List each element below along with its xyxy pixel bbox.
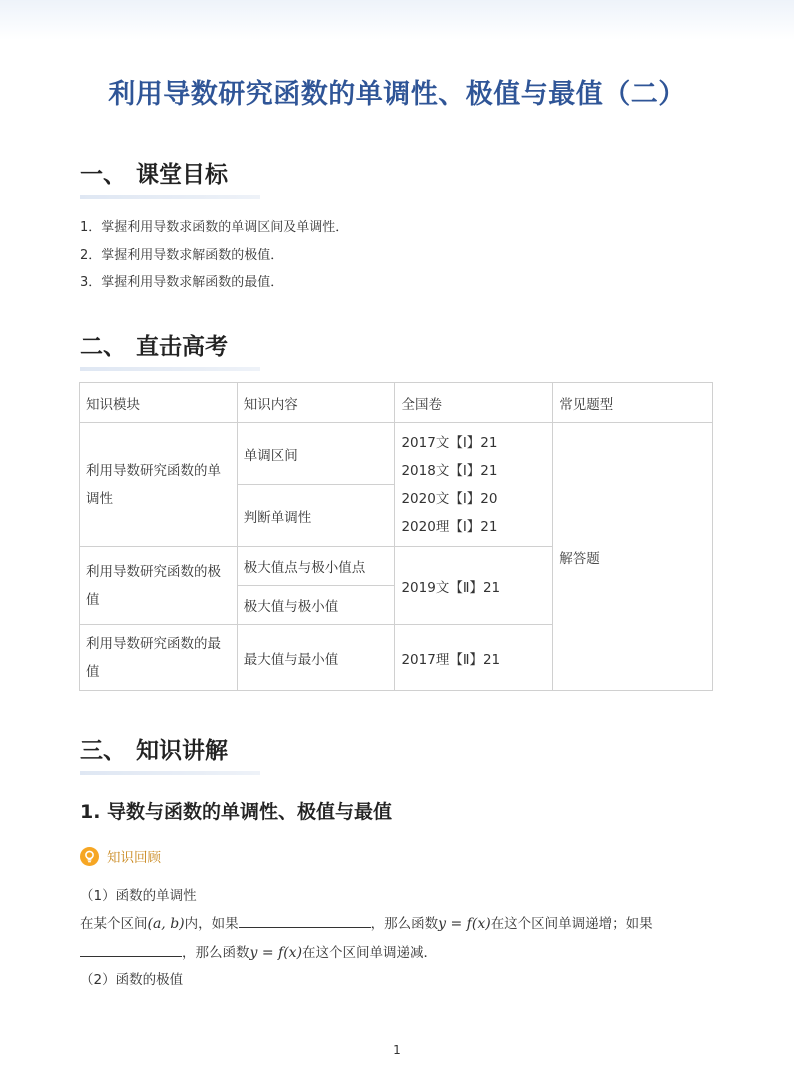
section-underline: [80, 367, 260, 371]
header-band: [0, 0, 794, 40]
page-number: 1: [393, 1043, 401, 1057]
fill-blank: [80, 942, 182, 957]
paragraph: （2）函数的极值: [80, 972, 184, 988]
section-number: 三、: [80, 738, 126, 764]
content-cell: 极大值点与极小值点: [237, 547, 395, 586]
lightbulb-icon: [80, 847, 99, 866]
content-cell: 判断单调性: [237, 485, 395, 547]
text-span: 内，如果: [184, 916, 239, 932]
section-heading-goals: [80, 156, 228, 189]
exam-cell: [395, 625, 553, 691]
exam-entry: 2017文【Ⅰ】21: [401, 434, 498, 451]
recall-label: 知识回顾: [107, 850, 161, 866]
math-function: y = f(x): [249, 945, 303, 961]
section-underline: [80, 195, 260, 199]
section-heading-knowledge: [80, 732, 228, 765]
exam-cell: [395, 423, 553, 547]
table-header-cell: 全国卷: [395, 383, 553, 423]
content-cell: 单调区间: [237, 423, 395, 485]
content-cell: 最大值与最小值: [237, 625, 395, 691]
text-span: 在这个区间单调递减．: [302, 945, 438, 961]
exam-entry: 2020文【Ⅰ】20: [401, 490, 498, 507]
goal-item: 2．掌握利用导数求解函数的极值．: [80, 247, 284, 263]
exam-table: [79, 382, 713, 691]
exam-entry: 2020理【Ⅰ】21: [401, 518, 498, 535]
text-span: 在这个区间单调递增；如果: [490, 916, 653, 932]
table-header-cell: 知识模块: [80, 383, 238, 423]
goal-list: [80, 214, 348, 297]
subsection-title: 1. 导数与函数的单调性、极值与最值: [80, 801, 393, 823]
paragraph: [80, 941, 437, 961]
document-title: 利用导数研究函数的单调性、极值与最值（二）: [108, 79, 686, 110]
text-span: ，那么函数: [182, 945, 250, 961]
module-cell: 利用导数研究函数的最值: [80, 625, 238, 691]
fill-blank: [239, 913, 371, 928]
goal-item: 3．掌握利用导数求解函数的最值．: [80, 275, 284, 290]
section-underline: [80, 771, 260, 775]
table-header-cell: 知识内容: [237, 383, 395, 423]
text-span: 在某个区间: [80, 916, 148, 932]
math-function: y = f(x): [438, 916, 491, 932]
module-cell: 利用导数研究函数的极值: [80, 547, 238, 625]
text-span: ，那么函数: [370, 916, 439, 932]
exam-cell: [395, 547, 553, 625]
exam-entry: 2019文【Ⅱ】21: [401, 579, 501, 596]
paragraph: [80, 912, 653, 932]
exam-entry: 2018文【Ⅰ】21: [401, 462, 498, 479]
section-number: 二、: [80, 334, 126, 360]
section-title: 课堂目标: [136, 162, 228, 188]
module-cell: 利用导数研究函数的单调性: [80, 423, 238, 547]
section-title: 知识讲解: [136, 738, 228, 764]
table-header-row: [80, 383, 713, 423]
exam-entry: 2017理【Ⅱ】21: [401, 651, 501, 668]
content-cell: 极大值与极小值: [237, 586, 395, 625]
table-header-cell: 常见题型: [553, 383, 713, 423]
section-number: 一、: [80, 162, 126, 188]
goal-item: 1．掌握利用导数求函数的单调区间及单调性．: [80, 220, 349, 235]
table-row: [80, 423, 713, 485]
knowledge-recall-tag: [80, 846, 161, 866]
section-title: 直击高考: [136, 334, 228, 360]
paragraph: （1）函数的单调性: [80, 888, 197, 904]
section-heading-exam: [80, 328, 228, 361]
type-cell: 解答题: [553, 423, 713, 691]
math-interval: (a, b): [147, 916, 185, 932]
